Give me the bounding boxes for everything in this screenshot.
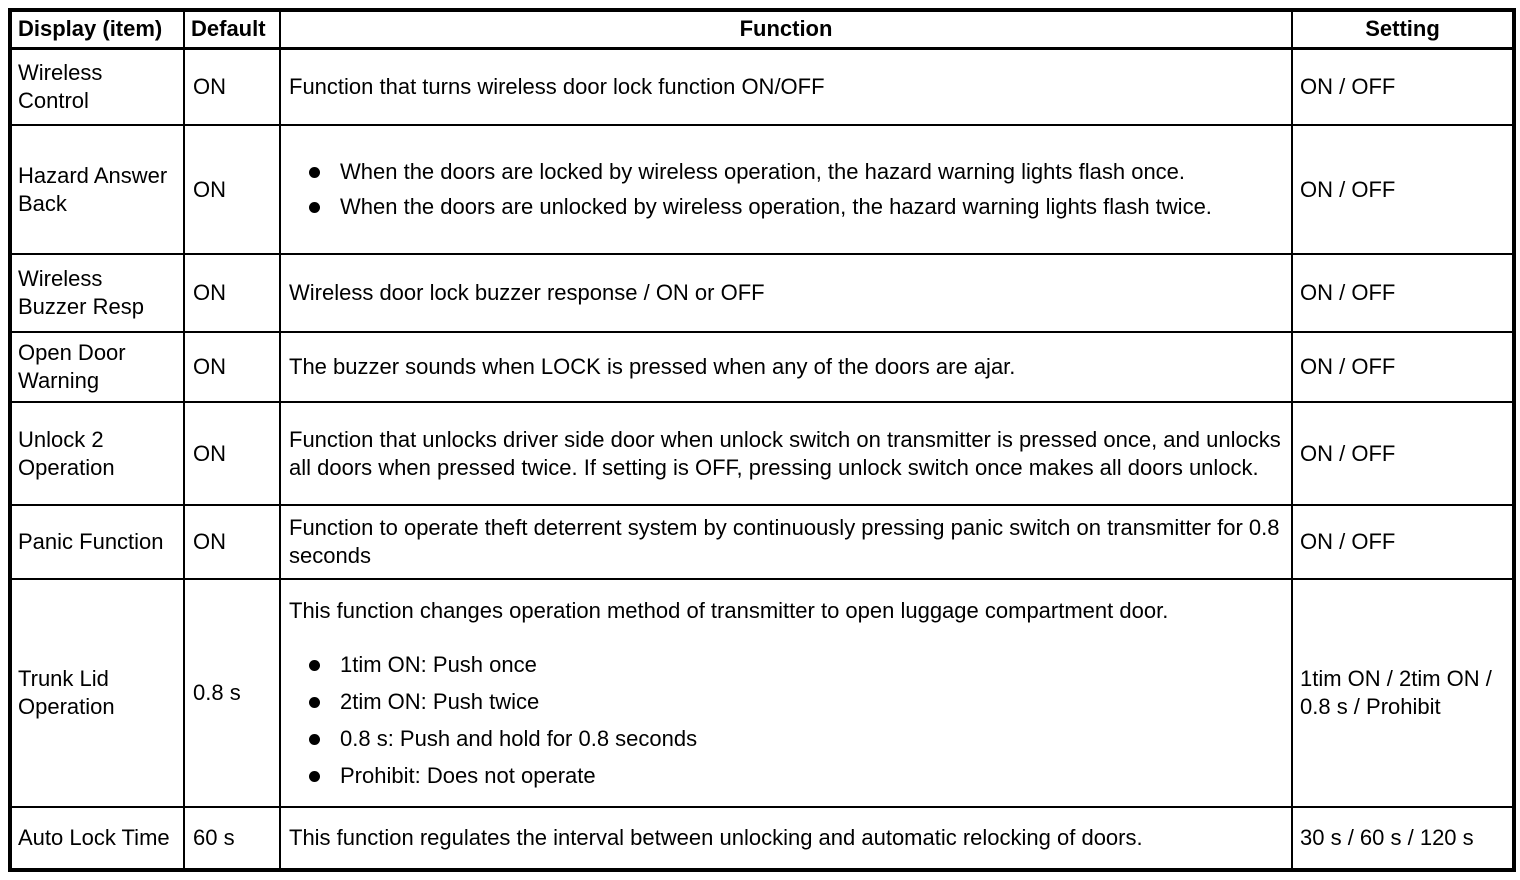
function-description: Wireless door lock buzzer response / ON or OFF: [289, 280, 765, 305]
bullet-text: When the doors are unlocked by wireless operation, the hazard warning lights flash twice.: [340, 194, 1212, 219]
function-description: Function that turns wireless door lock function ON/OFF: [289, 73, 825, 99]
cell-function: [280, 807, 1292, 870]
cell-function: [280, 579, 1292, 807]
table-row: [10, 48, 1514, 125]
table-row: [10, 254, 1514, 332]
bullet-item: [289, 158, 1281, 186]
bullet-text: 2tim ON: Push twice: [340, 688, 540, 714]
cell-setting: ON / OFF: [1292, 48, 1514, 125]
table-header: [10, 10, 1514, 48]
table-row: [10, 402, 1514, 505]
cell-setting: ON / OFF: [1292, 505, 1514, 579]
table-row: [10, 332, 1514, 402]
bullet-text: Prohibit: Does not operate: [340, 762, 596, 788]
column-header-default: Default: [184, 10, 280, 48]
bullet-icon: [309, 660, 320, 671]
bullet-item: [289, 725, 1281, 753]
table-row: [10, 505, 1514, 579]
function-description: This function changes operation method of transmitter to open luggage compartment door.: [289, 597, 1169, 623]
cell-display-item: Wireless Buzzer Resp: [10, 254, 184, 332]
column-header-function: Function: [280, 10, 1292, 48]
cell-display-item: Wireless Control: [10, 48, 184, 125]
bullet-text: 0.8 s: Push and hold for 0.8 seconds: [340, 725, 698, 751]
bullet-icon: [309, 202, 320, 213]
cell-default: 60 s: [184, 807, 280, 870]
cell-default: ON: [184, 505, 280, 579]
cell-display-item: Hazard Answer Back: [10, 125, 184, 254]
bullet-list: [289, 651, 1281, 790]
cell-display-item: Trunk Lid Operation: [10, 579, 184, 807]
bullet-icon: [309, 734, 320, 745]
cell-display-item: Panic Function: [10, 505, 184, 579]
function-description: Function that unlocks driver side door when unlock switch on transmitter is pressed once, and unlocks all doors when pressed twice. If setting is OFF, pressing unlock switch once makes all doors unlock.: [289, 426, 1281, 480]
cell-default: ON: [184, 48, 280, 125]
cell-display-item: Unlock 2 Operation: [10, 402, 184, 505]
cell-setting: ON / OFF: [1292, 402, 1514, 505]
table-row: [10, 125, 1514, 254]
table-row: [10, 579, 1514, 807]
function-description: This function regulates the interval between unlocking and automatic relocking of doors.: [289, 825, 1143, 850]
cell-function: [280, 254, 1292, 332]
cell-default: ON: [184, 332, 280, 402]
bullet-item: [289, 193, 1281, 221]
cell-function: [280, 332, 1292, 402]
cell-setting: 1tim ON / 2tim ON / 0.8 s / Prohibit: [1292, 579, 1514, 807]
cell-display-item: Auto Lock Time: [10, 807, 184, 870]
cell-default: ON: [184, 125, 280, 254]
table-body: [10, 48, 1514, 870]
column-header-display-item: Display (item): [10, 10, 184, 48]
function-description: Function to operate theft deterrent system by continuously pressing panic switch on transmitter for 0.8 seconds: [289, 515, 1280, 568]
cell-default: ON: [184, 254, 280, 332]
bullet-list: [289, 158, 1281, 221]
cell-setting: ON / OFF: [1292, 254, 1514, 332]
cell-display-item: Open Door Warning: [10, 332, 184, 402]
bullet-item: [289, 762, 1281, 790]
bullet-text: 1tim ON: Push once: [340, 651, 537, 677]
bullet-text: When the doors are locked by wireless operation, the hazard warning lights flash once.: [340, 159, 1186, 184]
cell-default: 0.8 s: [184, 579, 280, 807]
column-header-setting: Setting: [1292, 10, 1514, 48]
cell-setting: 30 s / 60 s / 120 s: [1292, 807, 1514, 870]
cell-function: [280, 402, 1292, 505]
cell-setting: ON / OFF: [1292, 125, 1514, 254]
cell-setting: ON / OFF: [1292, 332, 1514, 402]
bullet-icon: [309, 697, 320, 708]
cell-function: [280, 48, 1292, 125]
cell-function: [280, 125, 1292, 254]
function-description: The buzzer sounds when LOCK is pressed when any of the doors are ajar.: [289, 354, 1016, 379]
cell-function: [280, 505, 1292, 579]
bullet-icon: [309, 167, 320, 178]
bullet-item: [289, 651, 1281, 679]
bullet-item: [289, 688, 1281, 716]
table-row: [10, 807, 1514, 870]
header-row: [10, 10, 1514, 48]
cell-default: ON: [184, 402, 280, 505]
wireless-door-lock-settings-table: [8, 8, 1516, 872]
bullet-icon: [309, 771, 320, 782]
